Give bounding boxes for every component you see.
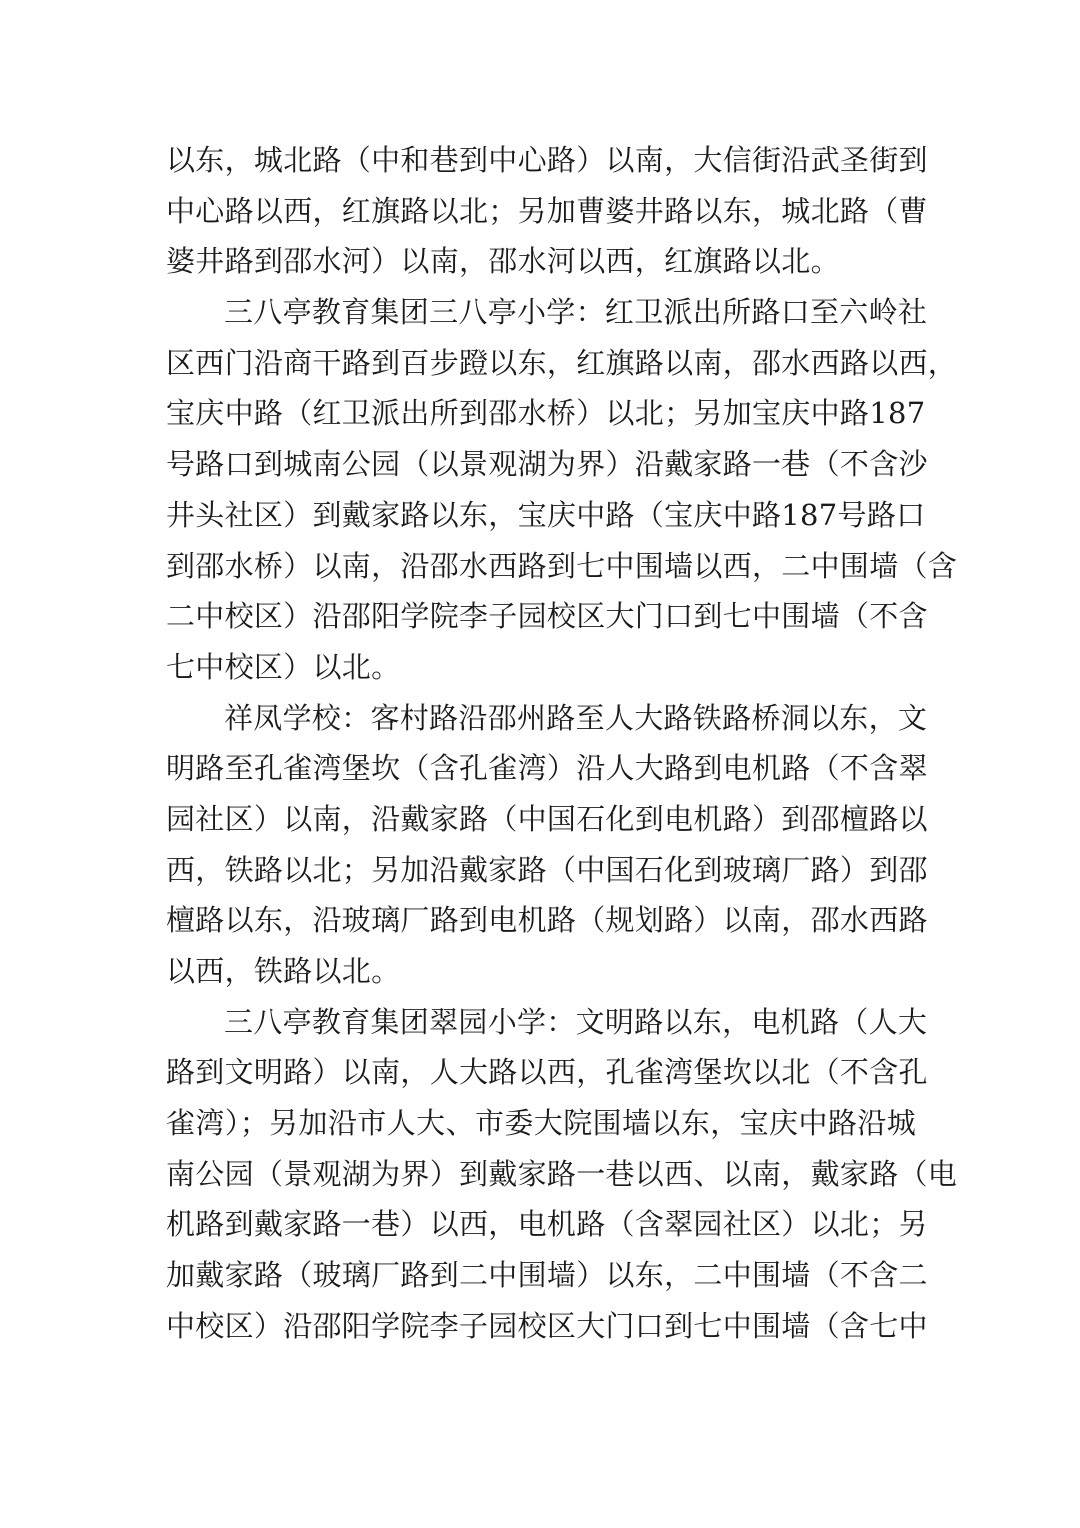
text-line: 七中校区）以北。: [166, 649, 401, 684]
text-line: 以西，铁路以北。: [166, 954, 401, 988]
paragraph-first-line: 三八亭教育集团翠园小学：文明路以东，电机路（人大: [224, 1004, 928, 1039]
text-line: 明路至孔雀湾堡坎（含孔雀湾）沿人大路到电机路（不含翠: [166, 751, 928, 786]
text-line: 中心路以西，红旗路以北；另加曹婆井路以东，城北路（曹: [166, 193, 928, 228]
text-line: 婆井路到邵水河）以南，邵水河以西，红旗路以北。: [166, 244, 840, 279]
text-line: 加戴家路（玻璃厂路到二中围墙）以东，二中围墙（不含二: [166, 1258, 928, 1293]
paragraph-first-line: 三八亭教育集团三八亭小学：红卫派出所路口至六岭社: [224, 295, 928, 330]
text-line: 园社区）以南，沿戴家路（中国石化到电机路）到邵檀路以: [166, 801, 928, 836]
text-line: 井头社区）到戴家路以东，宝庆中路（宝庆中路187号路口: [166, 497, 926, 532]
text-line: 区西门沿商干路到百步蹬以东，红旗路以南，邵水西路以西，: [166, 345, 958, 380]
text-line: 西，铁路以北；另加沿戴家路（中国石化到玻璃厂路）到邵: [166, 852, 928, 887]
text-line: 路到文明路）以南，人大路以西，孔雀湾堡坎以北（不含孔: [166, 1055, 928, 1090]
document-body: [166, 135, 958, 1352]
paragraph-first-line: 祥凤学校：客村路沿邵州路至人大路铁路桥洞以东，文: [224, 700, 928, 735]
text-line: 到邵水桥）以南，沿邵水西路到七中围墙以西，二中围墙（含: [166, 548, 958, 583]
text-line: 号路口到城南公园（以景观湖为界）沿戴家路一巷（不含沙: [166, 447, 928, 482]
text-line: 中校区）沿邵阳学院李子园校区大门口到七中围墙（含七中: [166, 1308, 928, 1343]
text-line: 二中校区）沿邵阳学院李子园校区大门口到七中围墙（不含: [166, 599, 928, 634]
text-line: 南公园（景观湖为界）到戴家路一巷以西、以南，戴家路（电: [166, 1156, 958, 1191]
text-line: 檀路以东，沿玻璃厂路到电机路（规划路）以南，邵水西路: [166, 903, 928, 938]
text-line: 以东，城北路（中和巷到中心路）以南，大信街沿武圣街到: [166, 143, 928, 177]
text-line: 机路到戴家路一巷）以西，电机路（含翠园社区）以北；另: [166, 1207, 928, 1242]
text-line: 宝庆中路（红卫派出所到邵水桥）以北；另加宝庆中路187: [166, 396, 926, 431]
text-line: 雀湾）；另加沿市人大、市委大院围墙以东，宝庆中路沿城: [166, 1106, 916, 1141]
